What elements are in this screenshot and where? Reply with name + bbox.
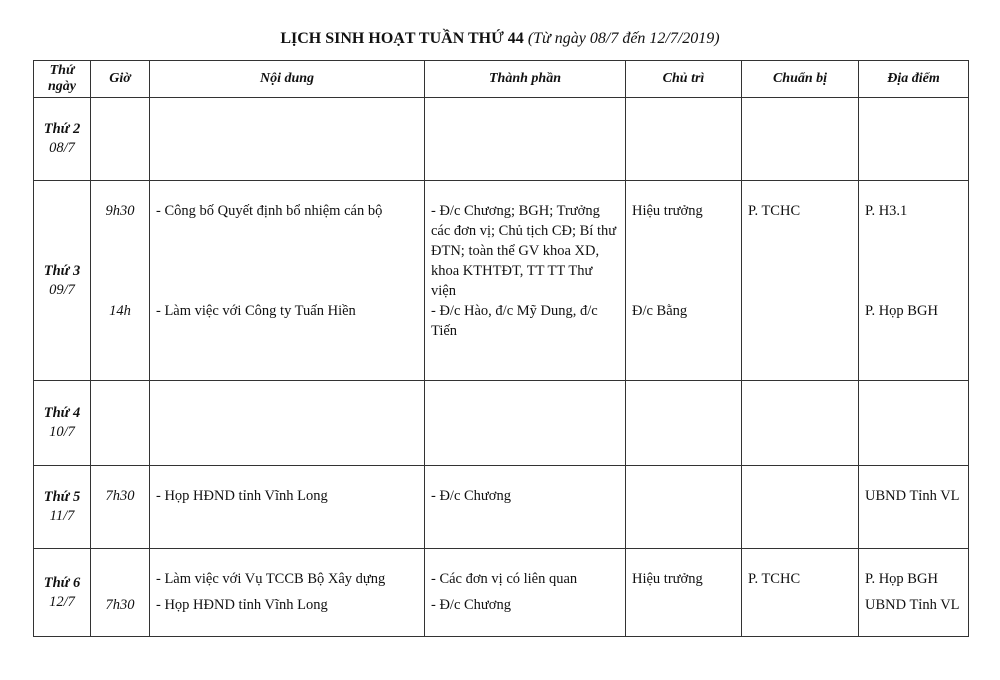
schedule-table bbox=[33, 60, 969, 637]
time-cell bbox=[91, 381, 150, 466]
participants-cell bbox=[425, 549, 626, 637]
day-date: 08/7 bbox=[49, 140, 75, 156]
event-time: 7h30 bbox=[105, 597, 135, 613]
header-content: Nội dung bbox=[150, 61, 425, 98]
chair-cell bbox=[626, 549, 742, 637]
table-row bbox=[34, 381, 969, 466]
table-row bbox=[34, 466, 969, 549]
content-cell bbox=[150, 181, 425, 381]
schedule-title bbox=[0, 28, 1000, 50]
time-cell bbox=[91, 181, 150, 381]
header-row bbox=[34, 61, 969, 98]
event-chair: Hiệu trưởng bbox=[632, 203, 703, 219]
event-content: - Làm việc với Vụ TCCB Bộ Xây dựng bbox=[156, 571, 386, 587]
header-participants: Thành phần bbox=[425, 61, 626, 98]
event-content: - Công bố Quyết định bổ nhiệm cán bộ bbox=[156, 203, 383, 219]
day-date: 12/7 bbox=[49, 593, 75, 610]
chair-cell bbox=[626, 381, 742, 466]
title-main: LỊCH SINH HOẠT TUẦN THỨ 44 bbox=[280, 30, 524, 47]
day-name: Thứ 2 bbox=[43, 121, 81, 137]
day-name: Thứ 5 bbox=[43, 489, 81, 505]
location-cell bbox=[859, 549, 969, 637]
event-content: - Họp HĐND tỉnh Vĩnh Long bbox=[156, 488, 328, 504]
day-cell bbox=[34, 549, 91, 637]
event-time bbox=[97, 569, 143, 589]
table-row bbox=[34, 549, 969, 637]
event-location: P. Họp BGH bbox=[865, 303, 938, 319]
prepare-cell bbox=[742, 181, 859, 381]
content-cell bbox=[150, 549, 425, 637]
event-chair: Hiệu trưởng bbox=[632, 571, 703, 587]
event-participants: - Đ/c Hào, đ/c Mỹ Dung, đ/c Tiến bbox=[431, 303, 598, 339]
participants-cell bbox=[425, 381, 626, 466]
day-date: 10/7 bbox=[49, 424, 75, 440]
title-date-range: (Từ ngày 08/7 đến 12/7/2019) bbox=[527, 30, 720, 47]
chair-cell bbox=[626, 98, 742, 181]
time-cell bbox=[91, 466, 150, 549]
event-content: - Họp HĐND tỉnh Vĩnh Long bbox=[156, 597, 328, 613]
content-cell bbox=[150, 381, 425, 466]
day-date: 09/7 bbox=[49, 281, 75, 298]
prepare-cell bbox=[742, 549, 859, 637]
day-name: Thứ 3 bbox=[43, 262, 81, 279]
participants-cell bbox=[425, 181, 626, 381]
event-participants: - Đ/c Chương; BGH; Trưởng các đơn vị; Chủ tịch CĐ; Bí thư ĐTN; toàn thể GV khoa XD, khoa KTHTĐT, TT TT Thư viện bbox=[431, 203, 617, 299]
event-participants: - Đ/c Chương bbox=[431, 488, 511, 504]
content-cell bbox=[150, 98, 425, 181]
participants-cell bbox=[425, 466, 626, 549]
prepare-cell bbox=[742, 98, 859, 181]
day-cell bbox=[34, 181, 91, 381]
event-participants: - Đ/c Chương bbox=[431, 597, 511, 613]
event-location: UBND Tỉnh VL bbox=[865, 488, 960, 504]
event-location: UBND Tỉnh VL bbox=[865, 597, 960, 613]
prepare-cell bbox=[742, 381, 859, 466]
event-time: 14h bbox=[109, 303, 131, 319]
header-chair: Chủ trì bbox=[626, 61, 742, 98]
day-cell bbox=[34, 98, 91, 181]
event-chair: Đ/c Bằng bbox=[632, 303, 688, 319]
event-location: P. Họp BGH bbox=[865, 571, 938, 587]
event-location: P. H3.1 bbox=[865, 203, 908, 219]
location-cell bbox=[859, 181, 969, 381]
header-time: Giờ bbox=[91, 61, 150, 98]
table-row bbox=[34, 181, 969, 381]
content-cell bbox=[150, 466, 425, 549]
table-row bbox=[34, 98, 969, 181]
day-date: 11/7 bbox=[49, 508, 75, 524]
event-time: 7h30 bbox=[105, 488, 135, 504]
event-prepare: P. TCHC bbox=[748, 571, 801, 587]
participants-cell bbox=[425, 98, 626, 181]
day-name: Thứ 4 bbox=[43, 405, 81, 421]
chair-cell bbox=[626, 466, 742, 549]
day-cell bbox=[34, 466, 91, 549]
header-prepare: Chuẩn bị bbox=[742, 61, 859, 98]
header-day: Thứ ngày bbox=[34, 61, 91, 98]
event-content: - Làm việc với Công ty Tuấn Hiền bbox=[156, 303, 356, 319]
location-cell bbox=[859, 466, 969, 549]
time-cell bbox=[91, 98, 150, 181]
event-participants: - Các đơn vị có liên quan bbox=[431, 571, 578, 587]
time-cell bbox=[91, 549, 150, 637]
event-time: 9h30 bbox=[105, 203, 135, 219]
header-location: Địa điểm bbox=[859, 61, 969, 98]
chair-cell bbox=[626, 181, 742, 381]
day-cell bbox=[34, 381, 91, 466]
prepare-cell bbox=[742, 466, 859, 549]
event-prepare: P. TCHC bbox=[748, 203, 801, 219]
location-cell bbox=[859, 381, 969, 466]
location-cell bbox=[859, 98, 969, 181]
day-name: Thứ 6 bbox=[43, 574, 81, 591]
